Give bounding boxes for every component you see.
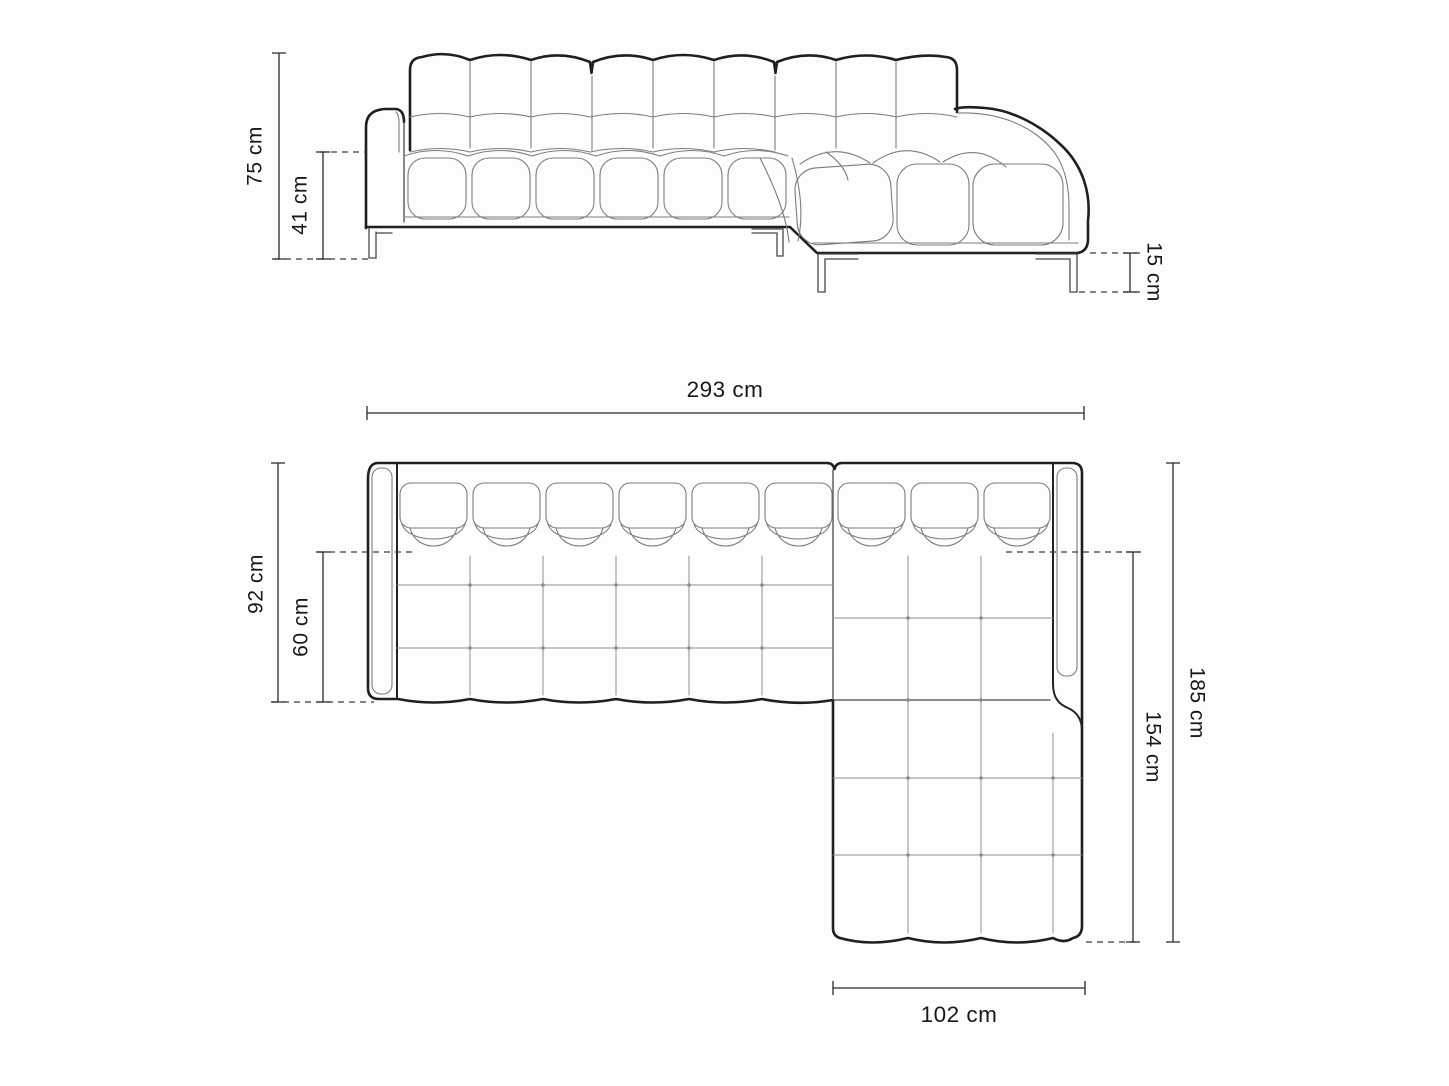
dim-seat-depth: [290, 552, 330, 702]
dim-chaise-width: [833, 981, 1085, 1027]
dim-leg-height: [1123, 242, 1165, 302]
plan-chaise-grid: [833, 556, 1082, 933]
plan-back-cushions: [400, 483, 1050, 546]
dim-chaise-depth-label: 154 cm: [1141, 711, 1165, 783]
dim-chaise-depth: [1126, 552, 1164, 942]
dim-total-depth-label: 185 cm: [1185, 667, 1209, 739]
dim-chaise-width-label: 102 cm: [920, 1002, 998, 1027]
front-elevation-view: [244, 53, 1166, 302]
front-legs: [369, 228, 1077, 292]
dim-seat-height: [289, 152, 330, 259]
dim-total-width: [367, 377, 1084, 420]
front-back-cushions: [410, 54, 957, 152]
front-seat-cushions: [404, 151, 788, 220]
plan-main-seat-grid: [397, 556, 833, 695]
plan-top-view: [245, 377, 1209, 1027]
dim-total-depth: [1166, 463, 1208, 942]
dim-body-depth-label: 92 cm: [244, 554, 268, 614]
dim-total-height: [244, 53, 286, 259]
front-chaise-cushions: [760, 151, 1063, 247]
dim-leg-height-label: 15 cm: [1142, 242, 1166, 302]
front-left-armrest: [366, 109, 404, 228]
plan-left-armrest: [372, 464, 397, 698]
dim-seat-depth-label: 60 cm: [289, 597, 313, 657]
front-base: [366, 217, 1078, 253]
dim-body-depth: [245, 463, 285, 702]
plan-right-armrest: [1053, 464, 1082, 731]
dim-total-width-label: 293 cm: [686, 377, 764, 402]
dim-seat-height-label: 41 cm: [288, 175, 312, 235]
dim-total-height-label: 75 cm: [243, 126, 267, 186]
plan-outer-boundary: [368, 463, 1082, 943]
